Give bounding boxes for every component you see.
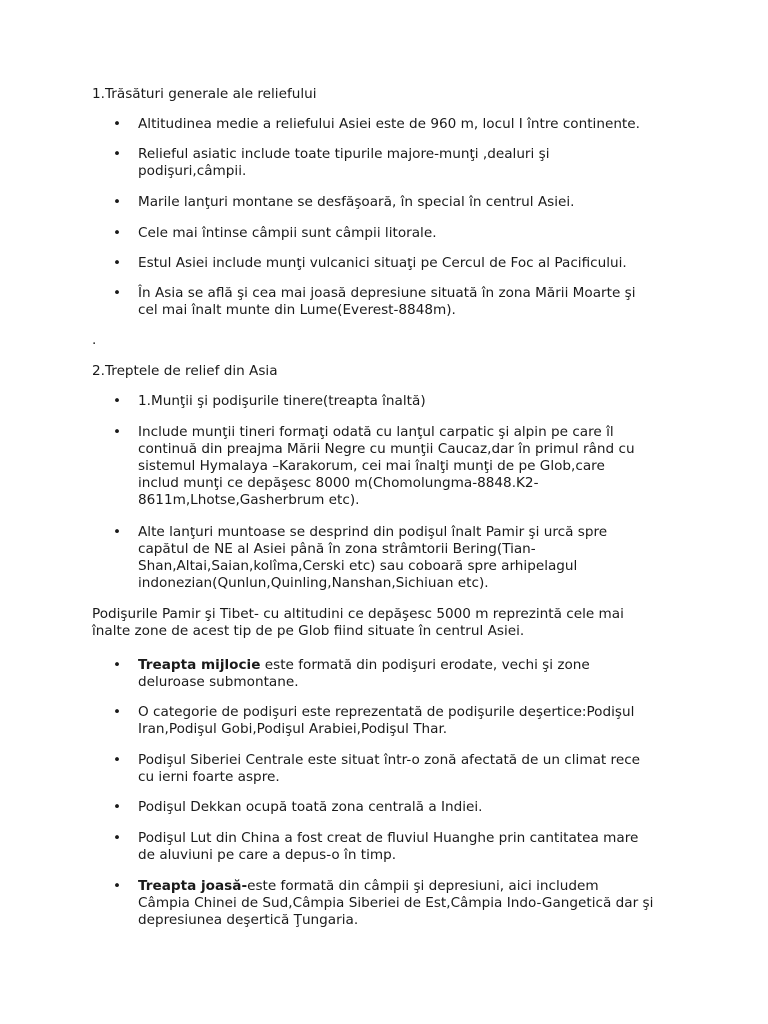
bullet-glyph: • bbox=[113, 524, 122, 540]
text-line: cel mai înalt munte din Lume(Everest-8848m). bbox=[138, 302, 456, 318]
bullet-glyph: • bbox=[113, 657, 122, 673]
text-line: Marile lanţuri montane se desfăşoară, în special în centrul Asiei. bbox=[138, 194, 575, 210]
list-item-text bbox=[138, 878, 683, 929]
bullet-glyph: • bbox=[113, 116, 122, 132]
bold-lead: Treapta joasă- bbox=[138, 878, 248, 894]
text-line: de aluviuni pe care a depus-o în timp. bbox=[138, 847, 397, 863]
bullet-glyph: • bbox=[113, 225, 122, 241]
list-item-text bbox=[138, 424, 683, 509]
text-line bbox=[138, 657, 683, 674]
text-line: O categorie de podişuri este reprezentată de podişurile deşertice:Podişul bbox=[138, 704, 635, 720]
text-line: Shan,Altai,Saian,kolîma,Cerski etc) sau coboară spre arhipelagul bbox=[138, 558, 578, 574]
text-line: sistemul Hymalaya –Karakorum, cei mai înalţi munţi de pe Glob,care bbox=[138, 458, 605, 474]
bullet-glyph: • bbox=[113, 704, 122, 720]
text-line: deluroase submontane. bbox=[138, 674, 299, 690]
text-line: Podişul Dekkan ocupă toată zona centrală a Indiei. bbox=[138, 799, 483, 815]
list-item-text bbox=[138, 830, 683, 864]
text-line: În Asia se află şi cea mai joasă depresiune situată în zona Mării Moarte şi bbox=[138, 285, 636, 301]
text-line: podişuri,câmpii. bbox=[138, 163, 247, 179]
text-line: Estul Asiei include munţi vulcanici situaţi pe Cercul de Foc al Pacificului. bbox=[138, 255, 627, 271]
bullet-glyph: • bbox=[113, 255, 122, 271]
list-item-text bbox=[138, 752, 683, 786]
list-item-text bbox=[138, 285, 683, 319]
text-line: Podişurile Pamir şi Tibet- cu altitudini ce depăşesc 5000 m reprezintă cele mai bbox=[92, 606, 624, 622]
separator-dot: . bbox=[92, 332, 97, 348]
text-line: Relieful asiatic include toate tipurile majore-munţi ,dealuri şi bbox=[138, 146, 550, 162]
text-line: Câmpia Chinei de Sud,Câmpia Siberiei de Est,Câmpia Indo-Gangetică dar şi bbox=[138, 895, 654, 911]
bullet-glyph: • bbox=[113, 799, 122, 815]
bullet-glyph: • bbox=[113, 393, 122, 409]
list-item-text bbox=[138, 524, 683, 592]
text-run: este formată din podişuri erodate, vechi şi zone bbox=[260, 657, 590, 673]
text-line: Podişul Siberiei Centrale este situat într-o zonă afectată de un climat rece bbox=[138, 752, 641, 768]
text-line: Iran,Podişul Gobi,Podişul Arabiei,Podişul Thar. bbox=[138, 721, 448, 737]
text-run: este formată din câmpii şi depresiuni, aici includem bbox=[247, 878, 599, 894]
list-item-text bbox=[138, 704, 683, 738]
bullet-glyph: • bbox=[113, 285, 122, 301]
text-line: includ munţi ce depăşesc 8000 m(Chomolungma-8848.K2- bbox=[138, 475, 539, 491]
bullet-glyph: • bbox=[113, 878, 122, 894]
text-line: depresiunea deşertică Ţungaria. bbox=[138, 912, 359, 928]
list-item-text bbox=[138, 116, 683, 133]
text-line: continuă din preajma Mării Negre cu munţii Caucaz,dar în primul rând cu bbox=[138, 441, 635, 457]
list-item-text bbox=[138, 194, 683, 211]
bullet-glyph: • bbox=[113, 194, 122, 210]
list-item-text bbox=[138, 146, 683, 180]
list-item-text bbox=[138, 255, 683, 272]
text-line: Altitudinea medie a reliefului Asiei este de 960 m, locul I între continente. bbox=[138, 116, 640, 132]
section-1-heading: 1.Trăsături generale ale reliefului bbox=[92, 86, 317, 102]
text-line: capătul de NE al Asiei până în zona strâmtorii Bering(Tian- bbox=[138, 541, 536, 557]
section-2-heading: 2.Treptele de relief din Asia bbox=[92, 363, 278, 379]
text-line: 1.Munţii şi podişurile tinere(treapta înaltă) bbox=[138, 393, 426, 409]
list-item-text bbox=[138, 393, 683, 410]
text-line: cu ierni foarte aspre. bbox=[138, 769, 280, 785]
bullet-glyph: • bbox=[113, 424, 122, 440]
list-item-text bbox=[138, 657, 683, 691]
bullet-glyph: • bbox=[113, 752, 122, 768]
text-line: Podişul Lut din China a fost creat de fluviul Huanghe prin cantitatea mare bbox=[138, 830, 639, 846]
list-item-text bbox=[138, 225, 683, 242]
text-line: Cele mai întinse câmpii sunt câmpii litorale. bbox=[138, 225, 437, 241]
bullet-glyph: • bbox=[113, 146, 122, 162]
list-item-text bbox=[138, 799, 683, 816]
text-line: indonezian(Qunlun,Quinling,Nanshan,Sichiuan etc). bbox=[138, 575, 489, 591]
bullet-glyph: • bbox=[113, 830, 122, 846]
text-line: 8611m,Lhotse,Gasherbrum etc). bbox=[138, 492, 360, 508]
text-line bbox=[138, 878, 683, 895]
body-paragraph bbox=[92, 606, 692, 640]
text-line: Alte lanţuri muntoase se desprind din podişul înalt Pamir şi urcă spre bbox=[138, 524, 608, 540]
text-line: înalte zone de acest tip de pe Glob fiind situate în centrul Asiei. bbox=[92, 623, 525, 639]
bold-lead: Treapta mijlocie bbox=[138, 657, 261, 673]
text-line: Include munţii tineri formaţi odată cu lanţul carpatic şi alpin pe care îl bbox=[138, 424, 614, 440]
